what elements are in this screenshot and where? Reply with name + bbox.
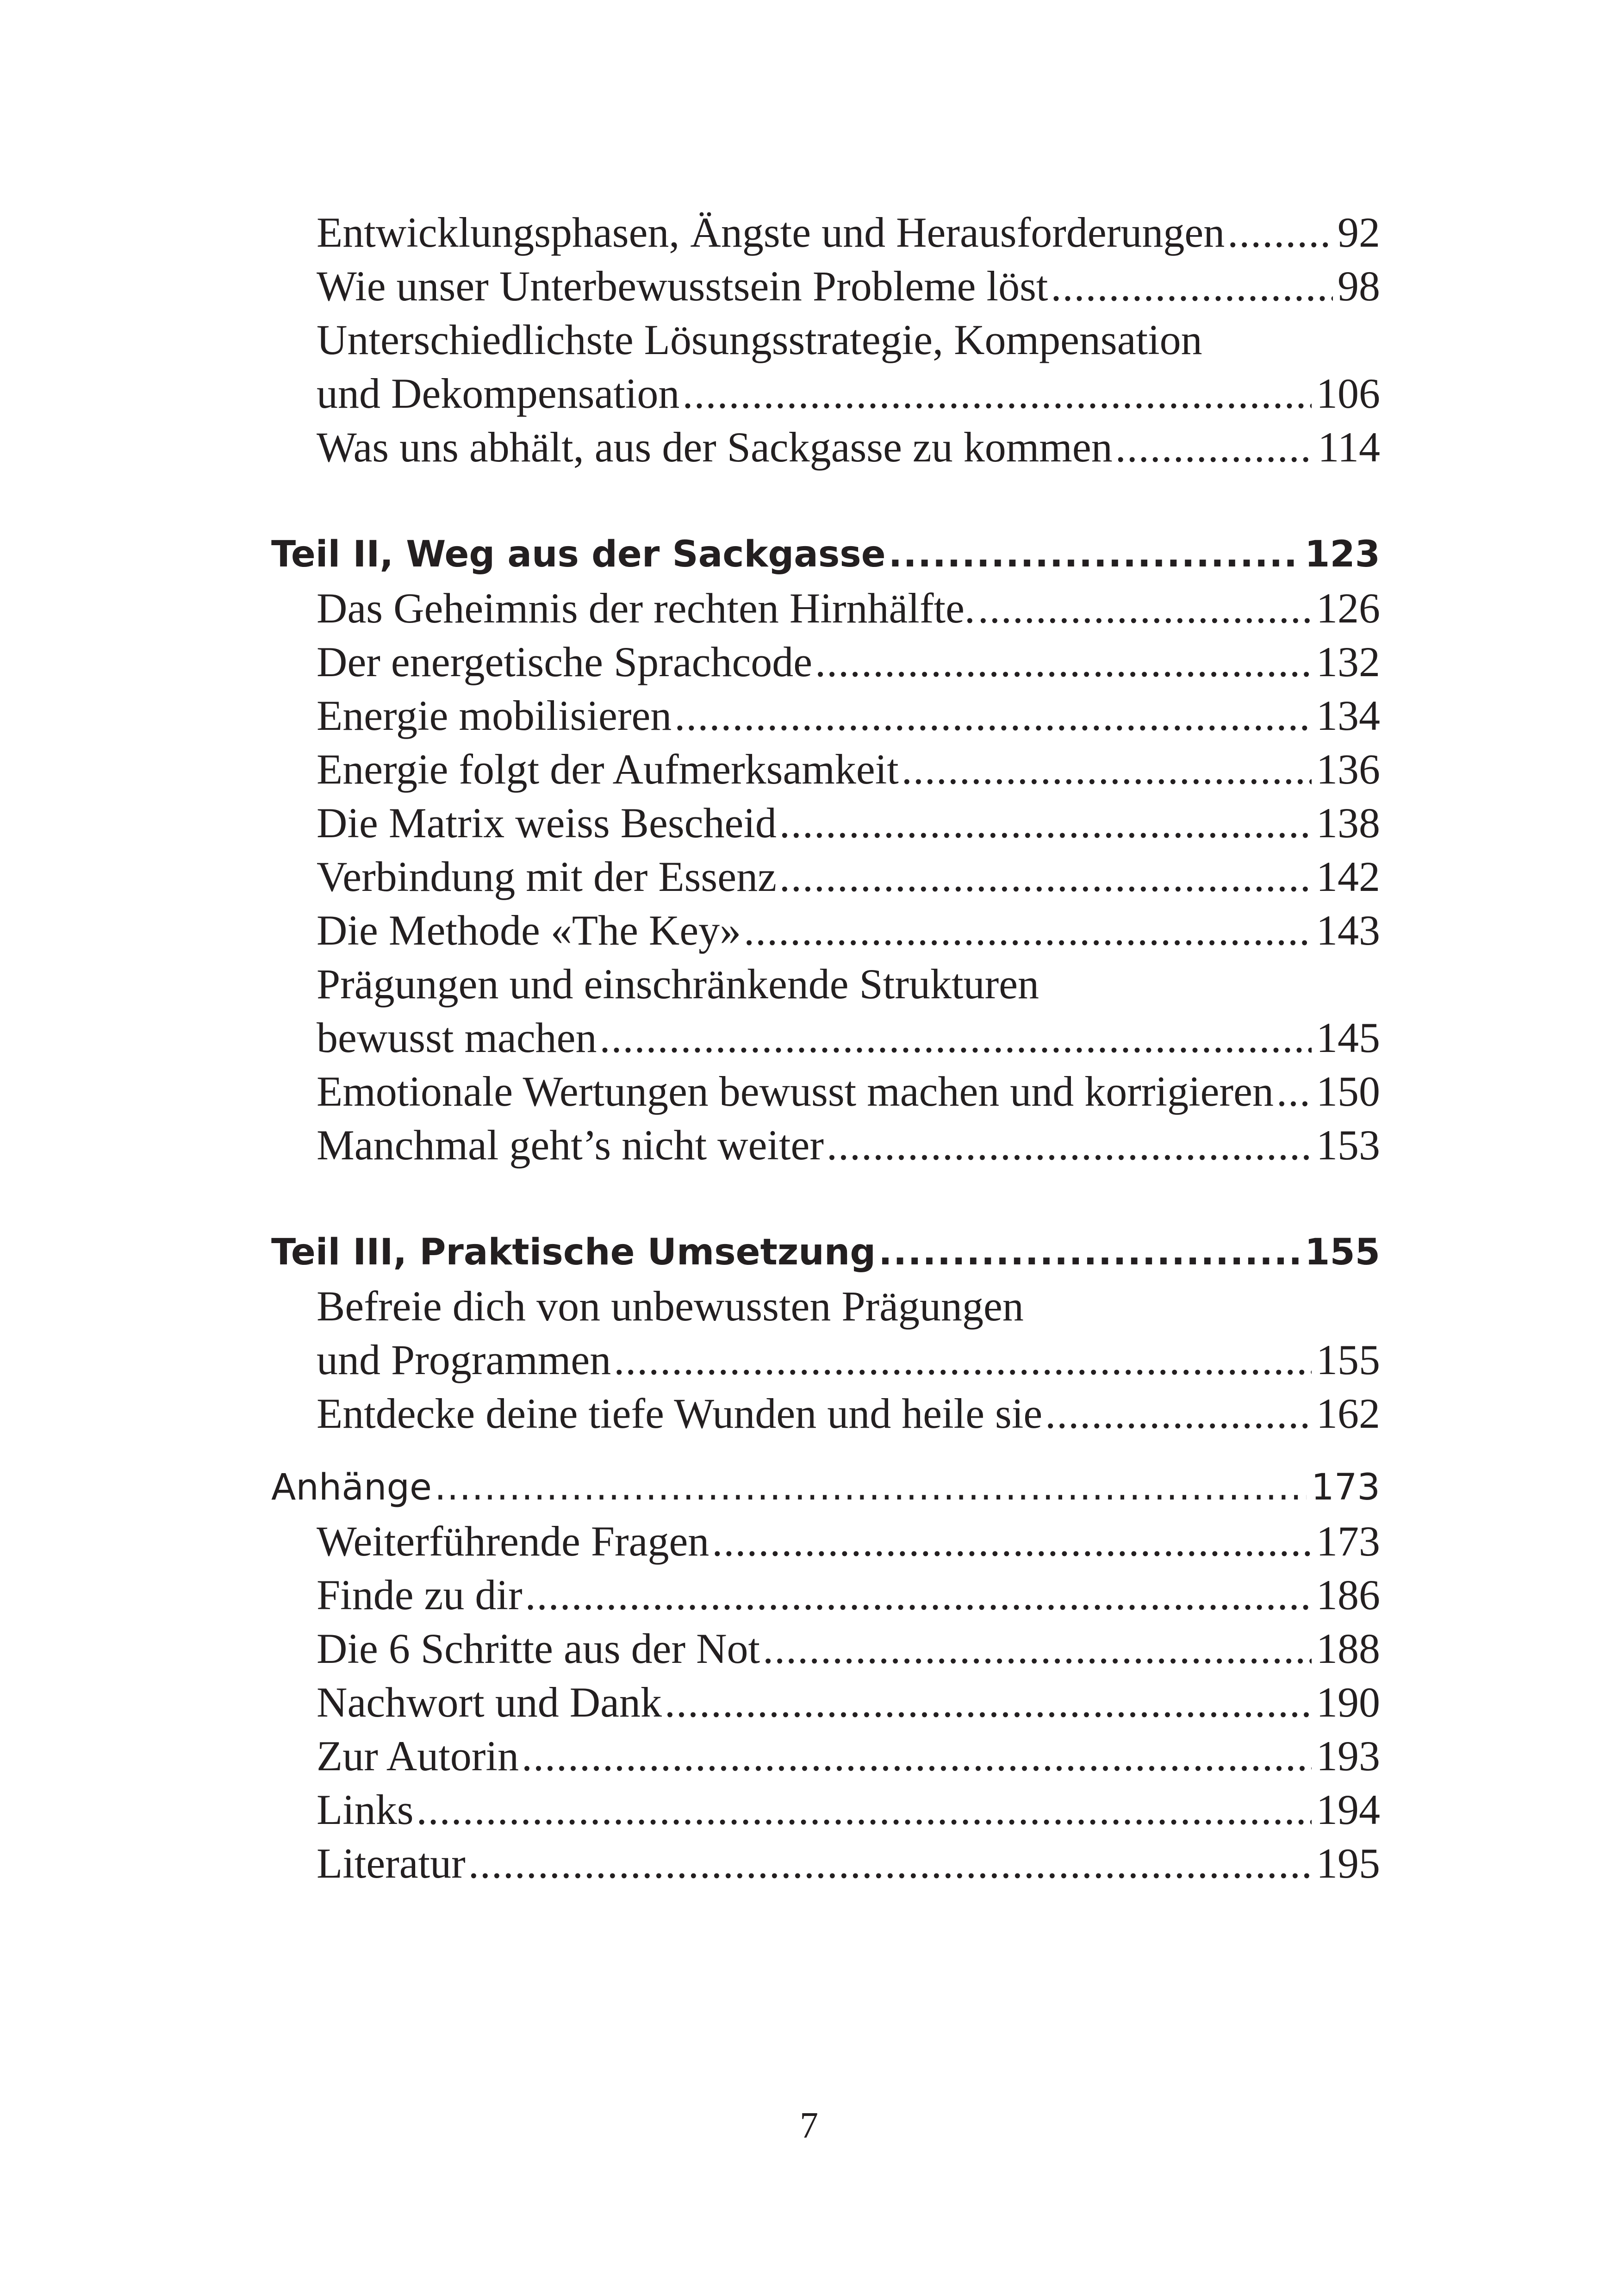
part-title: Teil II, Weg aus der Sackgasse [271, 534, 886, 575]
toc-entry [271, 635, 1380, 689]
part-page: 155 [1305, 1232, 1380, 1273]
toc-entry [271, 367, 1380, 420]
dot-leader [600, 1011, 1312, 1064]
toc-entry-title: Weiterführende Fragen [317, 1518, 709, 1565]
toc-entry-page: 143 [1316, 907, 1380, 954]
toc-entry [271, 420, 1380, 474]
dot-leader [1227, 205, 1333, 259]
toc-entry-title: Nachwort und Dank [317, 1679, 662, 1726]
part-title: Teil III, Praktische Umsetzung [271, 1232, 876, 1273]
part-title: Anhänge [271, 1467, 432, 1508]
toc-entry [271, 581, 1380, 635]
dot-leader [1276, 1064, 1312, 1118]
part-heading [271, 528, 1380, 581]
toc-entry [271, 205, 1380, 259]
toc-entry [271, 850, 1380, 903]
toc-entry-page: 195 [1316, 1840, 1380, 1887]
dot-leader [889, 528, 1301, 581]
toc-entry-title: bewusst machen [317, 1014, 597, 1061]
toc-entry-title: Energie mobilisieren [317, 692, 672, 739]
toc-entry [271, 1333, 1380, 1387]
dot-leader [779, 850, 1312, 903]
dot-leader [417, 1783, 1312, 1836]
toc-entry [271, 1011, 1380, 1064]
toc-entry-title: Manchmal geht’s nicht weiter [317, 1121, 824, 1169]
toc-entry-title: und Programmen [317, 1336, 611, 1383]
toc-entry-title: Was uns abhält, aus der Sackgasse zu kommen [317, 423, 1113, 471]
page-number: 7 [800, 2105, 818, 2146]
toc-entry-page: 193 [1316, 1732, 1380, 1780]
toc-entry [271, 1783, 1380, 1836]
dot-leader [978, 581, 1312, 635]
dot-leader [435, 1461, 1307, 1514]
toc-entry-title: Emotionale Wertungen bewusst machen und korrigieren [317, 1068, 1274, 1115]
toc-entry [271, 796, 1380, 850]
toc-entry-first-line [271, 1279, 1380, 1333]
toc-entry-title-line1: Prägungen und einschränkende Strukturen [317, 960, 1039, 1008]
toc-entry-title: Die Matrix weiss Bescheid [317, 799, 777, 846]
part-heading [271, 1226, 1380, 1279]
toc-entry-title: Links [317, 1786, 414, 1833]
dot-leader [763, 1622, 1312, 1675]
toc-entry-title: Literatur [317, 1840, 466, 1887]
toc-entry-page: 145 [1316, 1014, 1380, 1061]
toc-entry-title: Das Geheimnis der rechten Hirnhälfte. [317, 585, 975, 632]
toc-entry-title: Wie unser Unterbewusstsein Probleme löst [317, 262, 1048, 310]
toc-entry [271, 689, 1380, 742]
toc-entry-page: 138 [1316, 799, 1380, 846]
toc-entry-page: 92 [1338, 209, 1380, 256]
toc-entry-page: 106 [1316, 370, 1380, 417]
dot-leader [744, 903, 1312, 957]
toc-entry [271, 1064, 1380, 1118]
toc-entry-first-line [271, 957, 1380, 1011]
section-spacer [271, 474, 1380, 528]
toc-entry-page: 190 [1316, 1679, 1380, 1726]
toc-entry-title-line1: Unterschiedlichste Lösungsstrategie, Kompensation [317, 316, 1202, 363]
section-spacer [271, 1440, 1380, 1461]
toc-entry [271, 1836, 1380, 1890]
toc-entry [271, 1568, 1380, 1622]
dot-leader [468, 1836, 1312, 1890]
dot-leader [1045, 1387, 1312, 1440]
toc-entry [271, 1622, 1380, 1675]
toc-entry-page: 188 [1316, 1625, 1380, 1672]
toc-entry [271, 1118, 1380, 1172]
dot-leader [525, 1568, 1312, 1622]
dot-leader [1051, 259, 1333, 313]
dot-leader [902, 742, 1312, 796]
toc-entry-title: Der energetische Sprachcode [317, 638, 813, 685]
toc-entry-page: 162 [1316, 1390, 1380, 1437]
toc-entry-page: 134 [1316, 692, 1380, 739]
toc-entry [271, 259, 1380, 313]
dot-leader [815, 635, 1312, 689]
toc-entry-page: 186 [1316, 1571, 1380, 1618]
toc-entry [271, 1675, 1380, 1729]
toc-entry-page: 155 [1316, 1336, 1380, 1383]
toc-entry-title: Entdecke deine tiefe Wunden und heile sie [317, 1390, 1043, 1437]
toc-entry-title: Entwicklungsphasen, Ängste und Herausforderungen [317, 209, 1225, 256]
toc-entry-title: Finde zu dir [317, 1571, 523, 1618]
toc-entry-page: 126 [1316, 585, 1380, 632]
dot-leader [878, 1226, 1300, 1279]
part-heading [271, 1461, 1380, 1514]
toc-entry-page: 150 [1316, 1068, 1380, 1115]
table-of-contents [271, 205, 1380, 1890]
section-spacer [271, 1172, 1380, 1226]
part-page: 173 [1311, 1467, 1380, 1508]
toc-entry [271, 1387, 1380, 1440]
toc-entry [271, 1514, 1380, 1568]
toc-entry-title: und Dekompensation [317, 370, 680, 417]
dot-leader [682, 367, 1312, 420]
part-page: 123 [1305, 534, 1380, 575]
toc-entry-page: 142 [1316, 853, 1380, 900]
toc-entry-title: Die Methode «The Key» [317, 907, 741, 954]
dot-leader [674, 689, 1312, 742]
toc-entry-page: 98 [1338, 262, 1380, 310]
dot-leader [1115, 420, 1313, 474]
dot-leader [665, 1675, 1312, 1729]
toc-entry-page: 114 [1318, 423, 1380, 471]
toc-entry-title-line1: Befreie dich von unbewussten Prägungen [317, 1282, 1024, 1330]
toc-entry [271, 742, 1380, 796]
dot-leader [779, 796, 1312, 850]
toc-entry [271, 1729, 1380, 1783]
dot-leader [522, 1729, 1312, 1783]
toc-entry-title: Energie folgt der Aufmerksamkeit [317, 746, 899, 793]
toc-entry-page: 132 [1316, 638, 1380, 685]
toc-entry-page: 136 [1316, 746, 1380, 793]
dot-leader [712, 1514, 1312, 1568]
toc-entry-page: 173 [1316, 1518, 1380, 1565]
dot-leader [614, 1333, 1312, 1387]
dot-leader [827, 1118, 1312, 1172]
toc-entry-title: Zur Autorin [317, 1732, 519, 1780]
toc-entry [271, 903, 1380, 957]
toc-entry-first-line [271, 313, 1380, 367]
toc-entry-title: Die 6 Schritte aus der Not [317, 1625, 760, 1672]
toc-entry-page: 153 [1316, 1121, 1380, 1169]
toc-entry-title: Verbindung mit der Essenz [317, 853, 777, 900]
toc-entry-page: 194 [1316, 1786, 1380, 1833]
